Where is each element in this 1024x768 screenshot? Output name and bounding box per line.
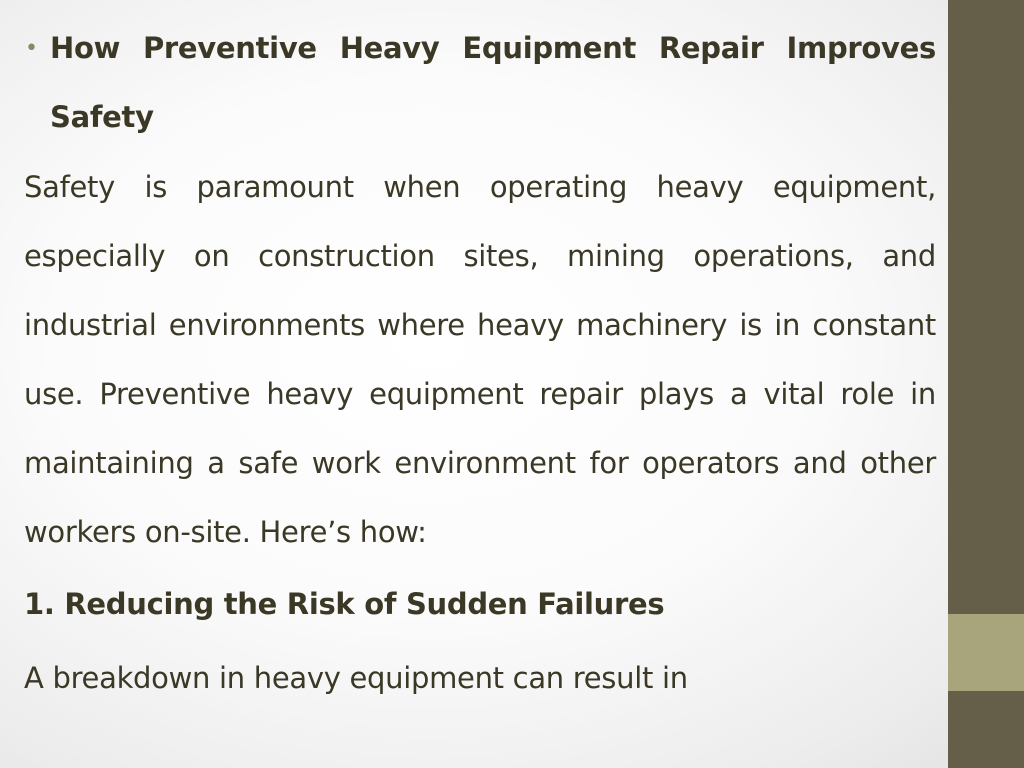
sidebar-accent-block xyxy=(948,614,1024,691)
bullet-item xyxy=(24,14,936,152)
bullet-heading: How Preventive Heavy Equipment Repair Improves Safety xyxy=(50,31,936,134)
bullet-dot-icon: • xyxy=(25,36,38,61)
body-paragraph: Safety is paramount when operating heavy equipment, especially on construction sites, mining operations, and industrial environments where heavy machinery is in constant use. Preventive heavy equipment repair plays a vital role in maintaining a safe work environment for operators and other workers on-site. Here’s how: xyxy=(24,170,936,549)
slide-content xyxy=(24,14,936,713)
body-paragraph-continued: A breakdown in heavy equipment can result in xyxy=(24,661,688,695)
section-subheading: 1. Reducing the Risk of Sudden Failures xyxy=(24,587,665,621)
